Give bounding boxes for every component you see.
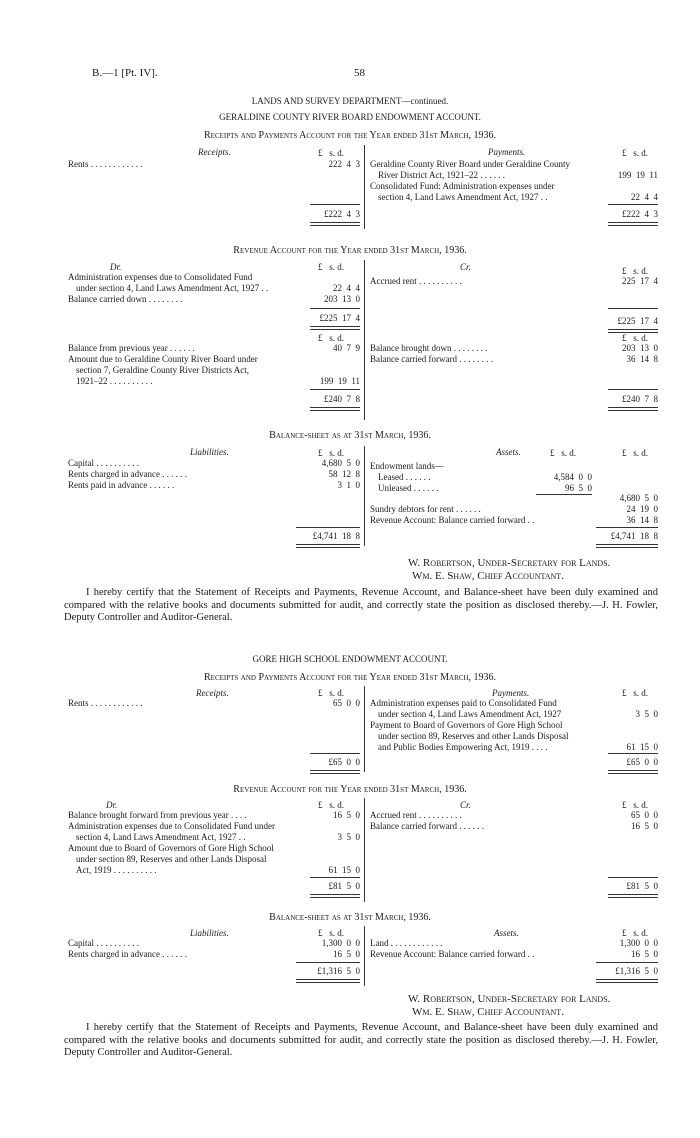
liability-line: Rents charged in advance . . . . . . [68, 949, 188, 959]
double-rule [608, 894, 658, 898]
total-left: £222 4 3 [324, 209, 360, 219]
rp-title: Receipts and Payments Account for the Year ended 31st March, 1936. [204, 130, 496, 141]
rents-amount: 65 0 0 [333, 698, 360, 708]
lsd-head: £ s. d. [318, 333, 345, 343]
department-title: LANDS AND SURVEY DEPARTMENT—continued. [251, 96, 449, 106]
payment-amount: 22 4 4 [631, 192, 658, 202]
rp-title: Receipts and Payments Account for the Year ended 31st March, 1936. [204, 672, 496, 683]
double-rule [310, 894, 360, 898]
asset-amount: 16 5 0 [631, 949, 658, 959]
rule [596, 527, 658, 528]
total-right: £240 7 8 [622, 394, 658, 404]
entry-line: 1921–22 . . . . . . . . . . [76, 376, 153, 386]
liability-amount: 4,680 5 0 [321, 458, 360, 468]
receipts-head: Receipts. [198, 147, 231, 157]
rule [596, 962, 658, 963]
lsd-head: £ s. d. [622, 800, 649, 810]
entry-line: section 7, Geraldine County River Districts Act, [76, 365, 249, 375]
column-divider [364, 926, 365, 986]
rule [296, 527, 360, 528]
column-divider [364, 145, 365, 229]
asset-line: Endowment lands— [370, 461, 444, 471]
lsd-head: £ s. d. [622, 448, 649, 458]
rule [296, 962, 360, 963]
total-right: £225 17 4 [617, 316, 658, 326]
entry-amount: 65 0 0 [631, 810, 658, 820]
total-left: £65 0 0 [328, 757, 360, 767]
lsd-head: £ s. d. [622, 688, 649, 698]
total-right: £65 0 0 [626, 757, 658, 767]
double-rule [608, 222, 658, 226]
entry-line: Administration expenses due to Consolidated Fund under [68, 821, 275, 831]
liability-amount: 1,300 0 0 [321, 938, 360, 948]
dr-label: Dr. [106, 800, 118, 810]
entry-amount: 203 13 0 [622, 343, 658, 353]
entry-amount: 225 17 4 [622, 276, 658, 286]
rule [608, 204, 658, 205]
entry-line: Balance brought down . . . . . . . . [370, 343, 488, 353]
section-title: GORE HIGH SCHOOL ENDOWMENT ACCOUNT. [252, 654, 448, 664]
asset-amount: 1,300 0 0 [619, 938, 658, 948]
payment-amount: 199 19 11 [617, 170, 658, 180]
payments-head: Payments. [492, 688, 530, 698]
total-left: £240 7 8 [324, 394, 360, 404]
dr-label: Dr. [110, 262, 122, 272]
double-rule [310, 770, 360, 774]
cr-label: Cr. [460, 262, 471, 272]
payment-line: Geraldine County River Board under Geraldine County [370, 159, 570, 169]
section-title: GERALDINE COUNTY RIVER BOARD ENDOWMENT ACCOUNT. [219, 112, 481, 122]
lsd-head: £ s. d. [318, 688, 345, 698]
payment-line: section 4, Land Laws Amendment Act, 1927 . . [378, 192, 548, 202]
double-rule [608, 407, 658, 411]
entry-line: under section 89, Reserves and other Lands Disposal [76, 854, 267, 864]
double-rule [296, 979, 360, 983]
revenue-title: Revenue Account for the Year ended 31st March, 1936. [233, 784, 467, 795]
entry-amount: 16 5 0 [333, 810, 360, 820]
lsd-head: £ s. d. [622, 928, 649, 938]
entry-line: Administration expenses due to Consolidated Fund [68, 272, 253, 282]
entry-line: Balance brought forward from previous year . . . . [68, 810, 247, 820]
asset-line: Sundry debtors for rent . . . . . . [370, 504, 481, 514]
rule [608, 753, 658, 754]
rule [310, 389, 360, 390]
payment-line: Administration expenses paid to Consolidated Fund [370, 698, 557, 708]
balance-sheet-title: Balance-sheet as at 31st March, 1936. [269, 430, 431, 441]
asset-amount: 24 19 0 [626, 504, 658, 514]
asset-line: Land . . . . . . . . . . . . [370, 938, 443, 948]
lsd-head: £ s. d. [318, 448, 345, 458]
payment-amount: 3 5 0 [635, 709, 658, 719]
entry-line: Balance from previous year . . . . . . [68, 343, 195, 353]
rule [310, 204, 360, 205]
lsd-head: £ s. d. [318, 928, 345, 938]
liability-line: Rents charged in advance . . . . . . [68, 469, 188, 479]
liability-amount: 58 12 8 [328, 469, 360, 479]
column-divider [364, 686, 365, 772]
payment-line: Consolidated Fund: Administration expenses under [370, 181, 555, 191]
double-rule [596, 979, 658, 983]
entry-amount: 3 5 0 [337, 832, 360, 842]
entry-amount: 36 14 8 [626, 354, 658, 364]
double-rule [296, 544, 360, 548]
entry-line: section 4, Land Laws Amendment Act, 1927 . . [76, 832, 246, 842]
rule [608, 308, 658, 309]
lsd-head: £ s. d. [550, 448, 577, 458]
entry-amount: 40 7 9 [333, 343, 360, 353]
rule [608, 877, 658, 878]
liability-line: Capital . . . . . . . . . . [68, 938, 139, 948]
asset-amount: 4,584 0 0 [553, 472, 592, 482]
revenue-title: Revenue Account for the Year ended 31st March, 1936. [233, 245, 467, 256]
entry-line: Balance carried down . . . . . . . . [68, 294, 183, 304]
lsd-head: £ s. d. [622, 148, 649, 158]
double-rule [310, 222, 360, 226]
total-left: £225 17 4 [319, 313, 360, 323]
lsd-head: £ s. d. [318, 262, 345, 272]
entry-line: Balance carried forward . . . . . . . . [370, 354, 493, 364]
entry-line: Accrued rent . . . . . . . . . . [370, 276, 462, 286]
rule [310, 877, 360, 878]
rule [310, 753, 360, 754]
total-right: £81 5 0 [626, 881, 658, 891]
double-rule [596, 544, 658, 548]
entry-line: Amount due to Board of Governors of Gore High School [68, 843, 274, 853]
page-number: 58 [354, 67, 365, 79]
total-left: £1,316 5 0 [317, 966, 360, 976]
lsd-head: £ s. d. [622, 333, 649, 343]
double-rule [608, 770, 658, 774]
liabilities-head: Liabilities. [190, 928, 229, 938]
total-right: £222 4 3 [622, 209, 658, 219]
receipts-head: Receipts. [196, 688, 229, 698]
asset-line: Leased . . . . . . [378, 472, 431, 482]
liability-amount: 16 5 0 [333, 949, 360, 959]
entry-amount: 22 4 4 [333, 283, 360, 293]
signature-under-secretary: W. Robertson, Under-Secretary for Lands. [408, 993, 611, 1005]
entry-line: Amount due to Geraldine County River Board under [68, 354, 258, 364]
payment-line: under section 89, Reserves and other Lands Disposal [378, 731, 569, 741]
column-divider [364, 446, 365, 546]
payment-amount: 61 15 0 [626, 742, 658, 752]
entry-line: under section 4, Land Laws Amendment Act, 1927 . . [76, 283, 269, 293]
asset-amount: 36 14 8 [626, 515, 658, 525]
entry-amount: 16 5 0 [631, 821, 658, 831]
asset-line: Unleased . . . . . . [378, 483, 439, 493]
signature-accountant: Wm. E. Shaw, Chief Accountant. [412, 570, 564, 582]
payment-line: and Public Bodies Empowering Act, 1919 . . . . [378, 742, 548, 752]
asset-line: Revenue Account: Balance carried forward . . [370, 949, 535, 959]
liability-line: Capital . . . . . . . . . . [68, 458, 139, 468]
lsd-head: £ s. d. [622, 266, 649, 276]
liabilities-head: Liabilities. [190, 447, 229, 457]
payments-head: Payments. [488, 147, 526, 157]
entry-line: Balance carried forward . . . . . . [370, 821, 484, 831]
total-left: £4,741 18 8 [312, 531, 360, 541]
double-rule [310, 407, 360, 411]
total-left: £81 5 0 [328, 881, 360, 891]
rents-label: Rents . . . . . . . . . . . . [68, 159, 143, 169]
asset-amount: 4,680 5 0 [619, 493, 658, 503]
assets-head: Assets. [494, 928, 519, 938]
liability-amount: 3 1 0 [337, 480, 360, 490]
total-right: £4,741 18 8 [610, 531, 658, 541]
entry-amount: 199 19 11 [319, 376, 360, 386]
asset-line: Revenue Account: Balance carried forward . . [370, 515, 535, 525]
entry-line: Accrued rent . . . . . . . . . . [370, 810, 462, 820]
lsd-head: £ s. d. [318, 800, 345, 810]
payment-line: under section 4, Land Laws Amendment Act, 1927 [378, 709, 562, 719]
total-right: £1,316 5 0 [615, 966, 658, 976]
cr-label: Cr. [460, 800, 471, 810]
entry-amount: 203 13 0 [324, 294, 360, 304]
assets-head: Assets. [496, 447, 521, 457]
signature-accountant: Wm. E. Shaw, Chief Accountant. [412, 1006, 564, 1018]
rents-amount: 222 4 3 [328, 159, 360, 169]
entry-amount: 61 15 0 [328, 865, 360, 875]
rule [536, 494, 592, 495]
rents-label: Rents . . . . . . . . . . . . [68, 698, 143, 708]
rule [608, 389, 658, 390]
balance-sheet-title: Balance-sheet as at 31st March, 1936. [269, 912, 431, 923]
liability-line: Rents paid in advance . . . . . . [68, 480, 175, 490]
asset-amount: 96 5 0 [565, 483, 592, 493]
payment-line: River District Act, 1921–22 . . . . . . [378, 170, 505, 180]
page-ref: B.—1 [Pt. IV]. [92, 67, 158, 79]
double-rule [310, 326, 360, 330]
rule [310, 308, 360, 309]
entry-line: Act, 1919 . . . . . . . . . . [76, 865, 157, 875]
audit-certificate: I hereby certify that the Statement of Receipts and Payments, Revenue Account, and Balance-sheet have been duly examined and compared with the relative books and documents submitted for audit, and correctly state the position as disclosed thereby.—J. H. Fowler, Deputy Controller and Auditor-General. [64, 1022, 658, 1058]
column-divider [364, 798, 365, 902]
payment-line: Payment to Board of Governors of Gore High School [370, 720, 563, 730]
audit-certificate: I hereby certify that the Statement of Receipts and Payments, Revenue Account, and Balance-sheet have been duly examined and compared with the relative books and documents submitted for audit, and correctly state the position as disclosed thereby.—J. H. Fowler, Deputy Controller and Auditor-General. [64, 587, 658, 623]
signature-under-secretary: W. Robertson, Under-Secretary for Lands. [408, 557, 611, 569]
lsd-head: £ s. d. [318, 148, 345, 158]
column-divider [364, 260, 365, 420]
